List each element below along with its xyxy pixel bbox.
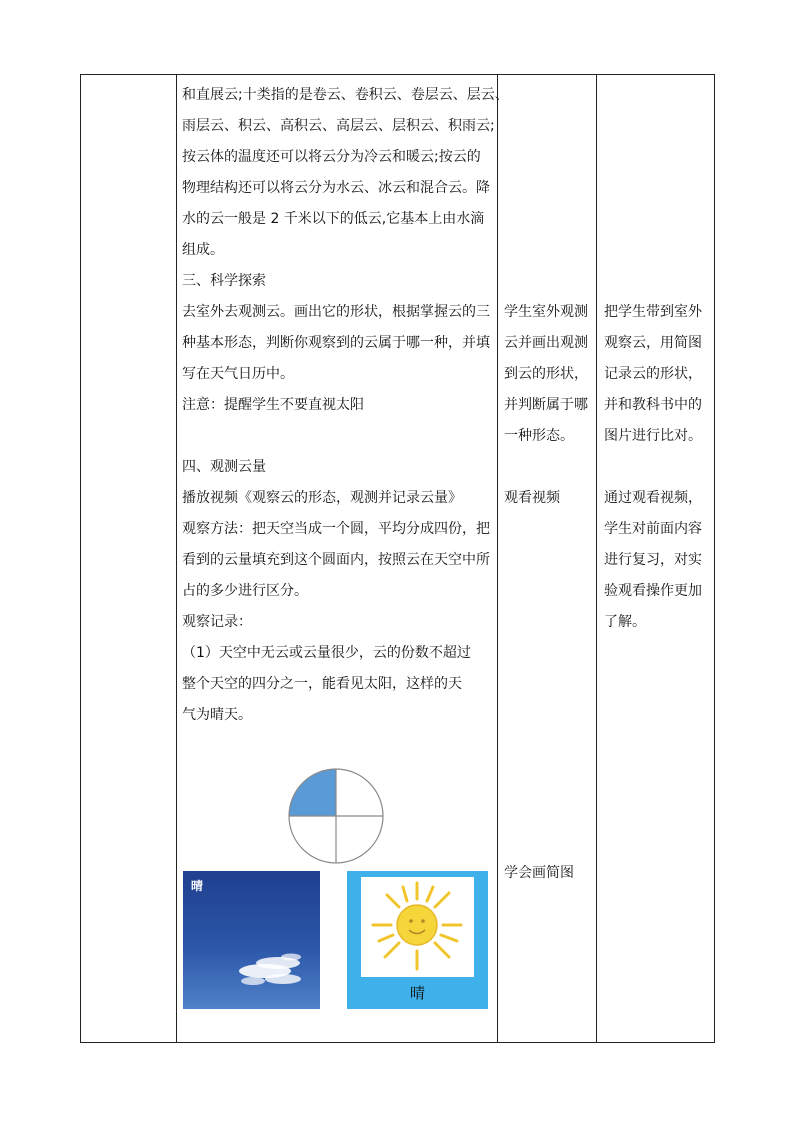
intent-line: 了解。 (604, 614, 646, 630)
intent-line: 进行复习，对实 (604, 552, 702, 568)
content-line: 注意：提醒学生不要直视太阳 (182, 397, 364, 413)
intent-line: 学生对前面内容 (604, 521, 702, 537)
intent-line: 观察云，用简图 (604, 335, 702, 351)
content-line: 和直展云;十类指的是卷云、卷积云、卷层云、层云、 (182, 87, 509, 103)
activity-line: 观看视频 (504, 490, 560, 506)
content-line: 占的多少进行区分。 (182, 583, 308, 599)
content-line: 物理结构还可以将云分为水云、冰云和混合云。降 (182, 180, 490, 196)
lesson-table (80, 74, 715, 1043)
content-line: 看到的云量填充到这个圆面内，按照云在天空中所 (182, 552, 490, 568)
section-heading: 四、观测云量 (182, 459, 266, 475)
column-divider (596, 75, 597, 1042)
cloud-quadrant-filled (289, 769, 336, 816)
photo-label: 晴 (191, 879, 204, 893)
drawing-label: 晴 (409, 984, 425, 1002)
content-line: 写在天气日历中。 (182, 366, 294, 382)
content-line: （1）天空中无云或云量很少，云的份数不超过 (182, 645, 471, 661)
clear-sky-photo (183, 871, 320, 1009)
sunny-drawing-card (347, 871, 488, 1009)
content-line: 雨层云、积云、高积云、高层云、层积云、积雨云; (182, 118, 495, 134)
intent-line: 图片进行比对。 (604, 428, 702, 444)
sun-icon (361, 877, 474, 977)
content-line: 播放视频《观察云的形态，观测并记录云量》 (182, 490, 462, 506)
content-line: 水的云一般是 2 千米以下的低云,它基本上由水滴 (182, 211, 485, 227)
activity-line: 到云的形状， (504, 366, 588, 382)
content-line: 整个天空的四分之一，能看见太阳，这样的天 (182, 676, 462, 692)
cloud-cover-circle (287, 767, 385, 865)
activity-line: 一种形态。 (504, 428, 574, 444)
content-line: 气为晴天。 (182, 707, 252, 723)
intent-line: 并和教科书中的 (604, 397, 702, 413)
drawing-paper (361, 877, 474, 977)
intent-line: 把学生带到室外 (604, 304, 702, 320)
activity-line: 学生室外观测 (504, 304, 588, 320)
activity-line: 云并画出观测 (504, 335, 588, 351)
cloud-shape (183, 871, 320, 1009)
column-divider (176, 75, 177, 1042)
content-line: 观察记录： (182, 614, 252, 630)
intent-line: 记录云的形状， (604, 366, 702, 382)
intent-line: 验观看操作更加 (604, 583, 702, 599)
activity-line: 学会画简图 (504, 865, 574, 881)
activity-line: 并判断属于哪 (504, 397, 588, 413)
content-line: 按云体的温度还可以将云分为冷云和暖云;按云的 (182, 149, 481, 165)
column-divider (497, 75, 498, 1042)
section-heading: 三、科学探索 (182, 273, 266, 289)
content-line: 组成。 (182, 242, 224, 258)
intent-line: 通过观看视频， (604, 490, 702, 506)
content-line: 观察方法：把天空当成一个圆，平均分成四份，把 (182, 521, 490, 537)
content-line: 去室外去观测云。画出它的形状，根据掌握云的三 (182, 304, 490, 320)
content-line: 种基本形态，判断你观察到的云属于哪一种，并填 (182, 335, 490, 351)
